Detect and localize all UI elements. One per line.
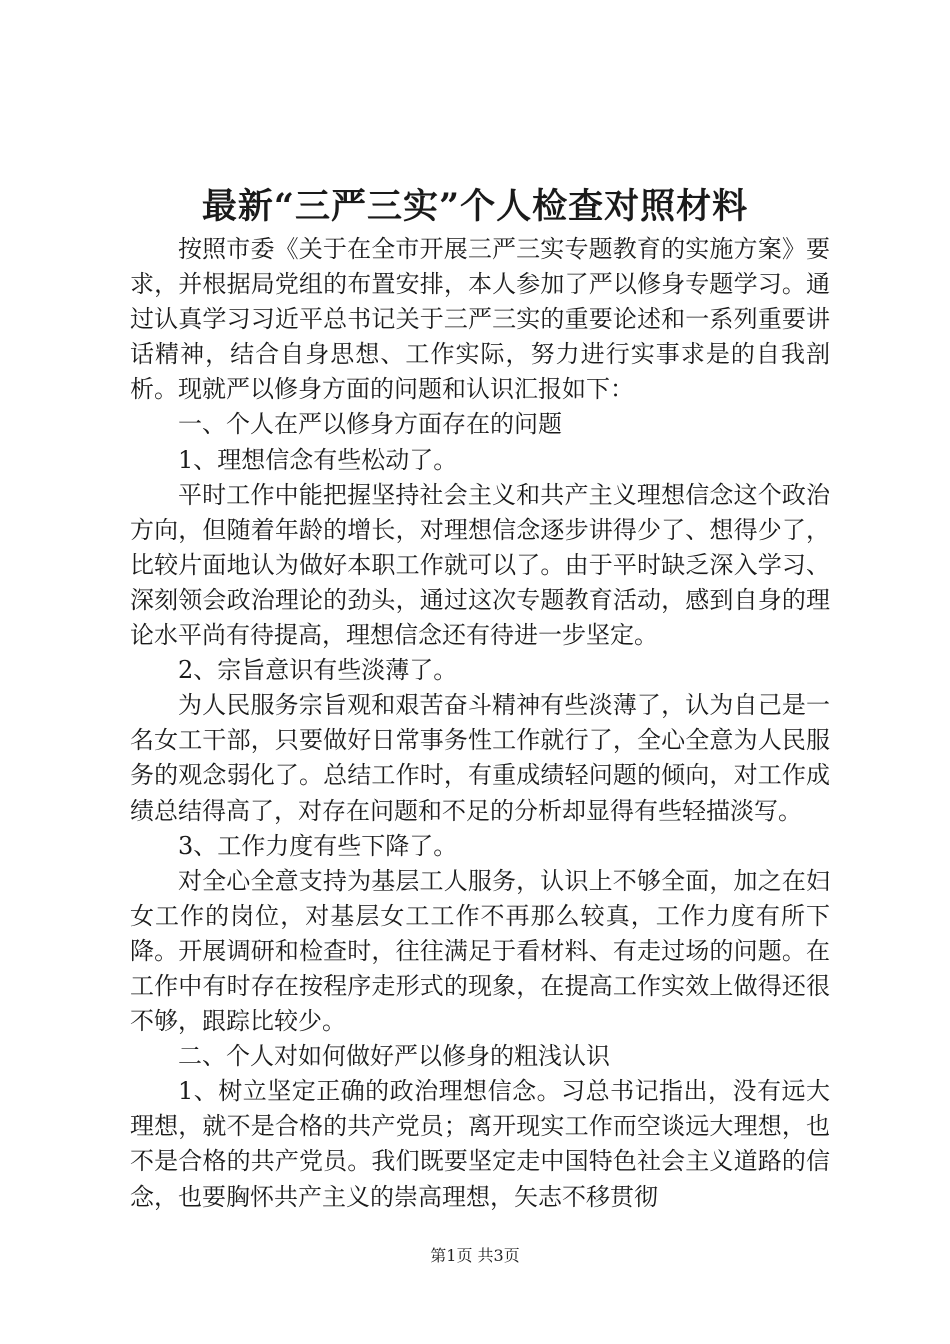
- paragraph-2-1: 1、树立坚定正确的政治理想信念。习总书记指出，没有远大理想，就不是合格的共产党员；离开现实工作而空谈远大理想，也不是合格的共产党员。我们既要坚定走中国特色社会主义道路的信念，也要胸怀共产主义的崇高理想，矢志不移贯彻: [130, 1077, 830, 1211]
- document-title: 最新“三严三实”个人检查对照材料: [201, 186, 749, 227]
- page-footer: 第1页 共3页: [430, 1246, 520, 1265]
- section-heading-2: 二、个人对如何做好严以修身的粗浅认识: [178, 1042, 610, 1071]
- subheading-1-3: 3、工作力度有些下降了。: [178, 831, 458, 860]
- subheading-1-2: 2、宗旨意识有些淡薄了。: [178, 656, 458, 685]
- paragraph-1-1: 平时工作中能把握坚持社会主义和共产主义理想信念这个政治方向，但随着年龄的增长，对理想信念逐步讲得少了、想得少了，比较片面地认为做好本职工作就可以了。由于平时缺乏深入学习、深刻领会政治理论的劲头，通过这次专题教育活动，感到自身的理论水平尚有待提高，理想信念还有待进一步坚定。: [130, 480, 830, 650]
- paragraph-intro: 按照市委《关于在全市开展三严三实专题教育的实施方案》要求，并根据局党组的布置安排，本人参加了严以修身专题学习。通过认真学习习近平总书记关于三严三实的重要论述和一系列重要讲话精神，结合自身思想、工作实际，努力进行实事求是的自我剖析。现就严以修身方面的问题和认识汇报如下：: [130, 235, 830, 404]
- document-body: [130, 232, 830, 1215]
- subheading-1-1: 1、理想信念有些松动了。: [178, 445, 458, 474]
- paragraph-1-3: 对全心全意支持为基层工人服务，认识上不够全面，加之在妇女工作的岗位，对基层女工工作不再那么较真，工作力度有所下降。开展调研和检查时，往往满足于看材料、有走过场的问题。在工作中有时存在按程序走形式的现象，在提高工作实效上做得还很不够，跟踪比较少。: [130, 866, 830, 1036]
- paragraph-1-2: 为人民服务宗旨观和艰苦奋斗精神有些淡薄了，认为自己是一名女工干部，只要做好日常事务性工作就行了，全心全意为人民服务的观念弱化了。总结工作时，有重成绩轻问题的倾向，对工作成绩总结得高了，对存在问题和不足的分析却显得有些轻描淡写。: [130, 691, 830, 825]
- section-heading-1: 一、个人在严以修身方面存在的问题: [178, 410, 562, 439]
